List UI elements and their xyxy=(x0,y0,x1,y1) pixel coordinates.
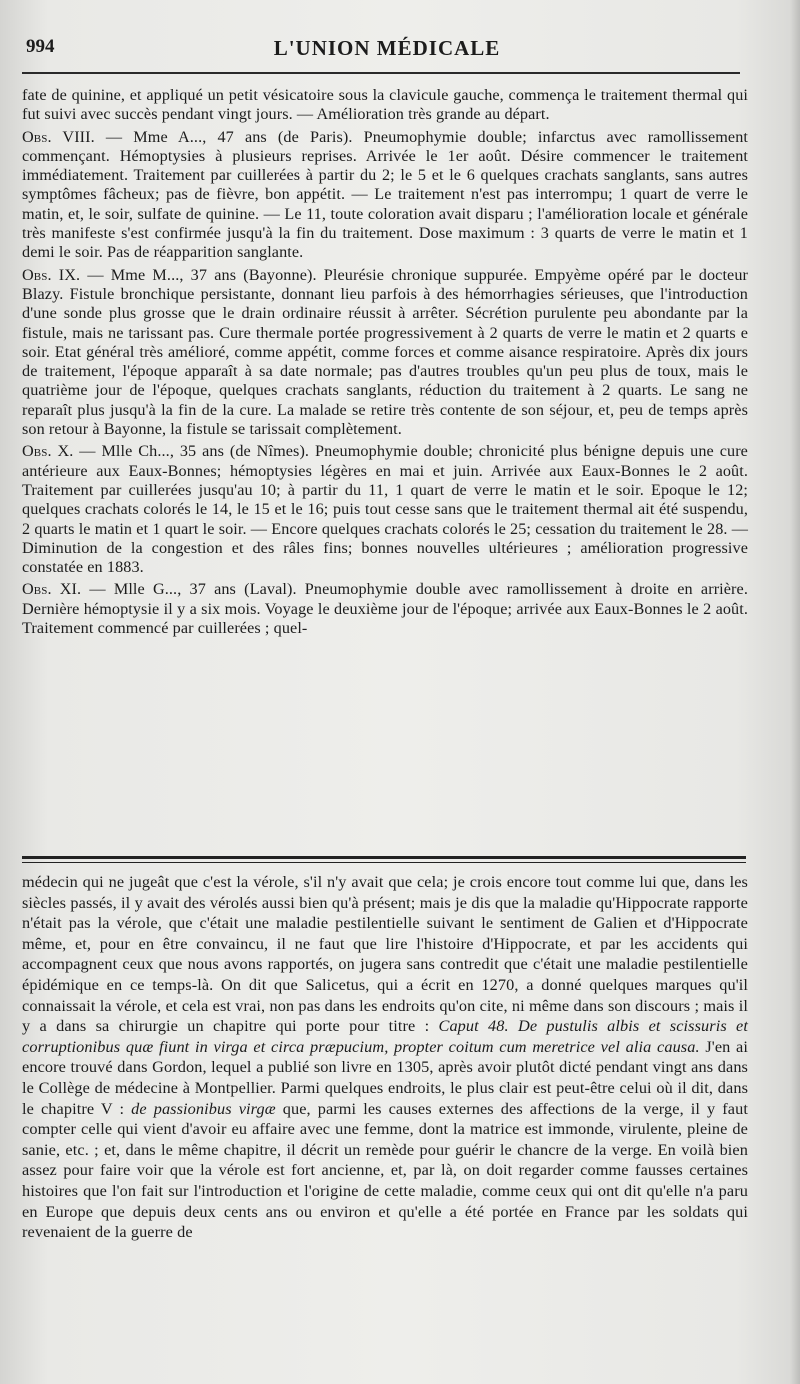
observation-9-heading: Obs. IX. xyxy=(22,265,81,284)
page-number: 994 xyxy=(26,36,55,57)
header-rule xyxy=(22,72,740,74)
observation-8-patient: — Mme A..., 47 ans (de Paris). xyxy=(105,127,353,146)
intro-paragraph: fate de quinine, et appliqué un petit vésicatoire sous la clavicule gauche, commença le traitement thermal qui fut suivi avec succès pendant vingt jours. — Amélioration très grande au départ. xyxy=(22,86,748,124)
caput-title: Caput 48. De pustulis albis et scissuris et corruptionibus quæ fiunt in virga et circa præpucium, propter coitum cum meretrice vel alia causa. xyxy=(22,1016,749,1056)
feuilleton-text-part-1: médecin qui ne jugeât que c'est la vérole, s'il n'y avait que cela; je crois encore tout comme lui que, dans les siècles passés, il y avait des vérolés aussi bien qu'à présent; mais je dis que la maladie qu'Hippocrate rapporte n'était pas la vérole, que c'était une maladie pestilentielle suivant le sentiment de Galien et d'Hippocrate même, et, pour en être convaincu, il ne faut que lire l'histoire d'Hippocrate, et par les accidents qui accompagnent ceux que nous avons rapportés, on jugera sans contredit que c'était une maladie pestilentielle épidémique en ce temps-là. On dit que Salicetus, qui a écrit en 1270, a donné quelques marques qu'il connaissait la vérole, et cela est vrai, non pas dans les endroits qu'on cite, ni même dans son discours ; mais il y a dans sa chirurgie un chapitre qui porte pour titre : xyxy=(22,872,748,1036)
observation-10-heading: Obs. X. xyxy=(22,442,74,461)
feuilleton-section xyxy=(22,872,748,1243)
observation-8-body: Pneumophymie double; infarctus avec ramollissement commençant. Hémoptysies à plusieurs reprises. Arrivée le 1er août. Désire commencer le traitement immédiatement. Traitement par cuillerées à partir du 2; le 5 et le 6 quelques crachats sanglants, sans autres symptômes fâcheux; pas de fièvre, bon appétit. — Le traitement n'est pas interrompu; 1 quart de verre le matin, et, le soir, sulfate de quinine. — Le 11, toute coloration avait disparu ; l'amélioration locale et générale très manifeste s'est confirmée jusqu'à la fin du traitement. Dose maximum : 3 quarts de verre le matin et 1 demi le soir. Pas de réapparition sanglante. xyxy=(22,127,748,262)
feuilleton-text-part-3: que, parmi les causes externes des affections de la verge, il y faut compter celle qui vient d'avoir eu affaire avec une femme, dont la matrice est immonde, virulente, pleine de sanie, etc. ; et, dans le même chapitre, il décrit un remède pour guérir le chancre de la verge. En voilà bien assez pour faire voir que la vérole est fort ancienne, et, par là, on doit regarder comme fausses certaines histoires que l'on fait sur l'introduction et l'origine de cette maladie, comme ceux qui ont dit qu'elle n'a paru en Europe que depuis deux cents ans ou environ et qu'elle a été portée en France par les soldats qui revenaient de la guerre de xyxy=(22,1098,748,1242)
observation-11-patient: — Mlle G..., 37 ans (Laval). xyxy=(89,580,297,599)
observations-section xyxy=(22,86,748,641)
observation-8-heading: Obs. VIII. xyxy=(22,127,95,146)
feuilleton-text-part-2: J'en ai encore trouvé dans Gordon, lequel a publié son livre en 1305, après avoir plutôt dicté pendant vingt ans dans le Collège de médecine à Montpellier. Parmi quelques endroits, le plus clair est peut-être celui où il dit, dans le chapitre V : xyxy=(22,1036,748,1118)
observation-11 xyxy=(22,580,748,638)
page-header xyxy=(26,34,748,64)
observation-11-body: Pneumophymie double avec ramollissement à droite en arrière. Dernière hémoptysie il y a six mois. Voyage le deuxième jour de l'époque; arrivée aux Eaux-Bonnes le 2 août. Traitement commencé par cuillerées ; quel- xyxy=(22,580,748,638)
observation-9-patient: — Mme M..., 37 ans (Bayonne). xyxy=(87,265,317,284)
observation-10-patient: — Mlle Ch..., 35 ans (de Nîmes). xyxy=(79,442,310,461)
feuilleton-separator xyxy=(22,856,746,863)
observation-8 xyxy=(22,128,748,263)
observation-11-heading: Obs. XI. xyxy=(22,580,82,599)
observation-9 xyxy=(22,266,748,440)
passionibus-title: de passionibus virgæ xyxy=(131,1098,276,1118)
observation-10-body: Pneumophymie double; chronicité plus bénigne depuis une cure antérieure aux Eaux-Bonnes; hémoptysies légères en mai et juin. Arrivée aux Eaux-Bonnes le 2 août. Traitement par cuillerées jusqu'au 10; à partir du 11, 1 quart de verre le matin et le soir. Epoque le 12; quelques crachats colorés le 14, le 15 et le 16; puis tout cesse sans que le traitement thermal ait été suspendu, 2 quarts le matin et 1 quart le soir. — Encore quelques crachats colorés le 25; cessation du traitement le 28. — Diminution de la congestion et des râles fins; bonnes nouvelles ultérieures ; amélioration progressive constatée en 1883. xyxy=(22,442,748,577)
observation-10 xyxy=(22,442,748,577)
feuilleton-paragraph xyxy=(22,872,748,1243)
observation-9-body: Pleurésie chronique suppurée. Empyème opéré par le docteur Blazy. Fistule bronchique persistante, donnant lieu parfois à des hémorrhagies sérieuses, que l'introduction d'une sonde plus grosse que le drain ordinaire réussit à arrêter. Sécrétion purulente peu abondante par la fistule, mais ne tarissant pas. Cure thermale portée progressivement à 2 quarts de verre le matin et 2 quarts e soir. Etat général très amélioré, comme appétit, comme forces et comme aisance respiratoire. Après dix jours de traitement, l'époque apparaît à sa date normale; pas d'autres troubles qu'un peu plus de toux, mais le quatrième jour de l'époque, quelques crachats sanglants, réduction du traitement à 2 quarts. Le sang ne reparaît plus jusqu'à la fin de la cure. La malade se retire très contente de son séjour, et, peu de temps après son retour à Bayonne, la fistule se tarissait complètement. xyxy=(22,265,749,439)
running-title: L'UNION MÉDICALE xyxy=(273,36,501,60)
page-edge-shadow xyxy=(790,0,800,1384)
